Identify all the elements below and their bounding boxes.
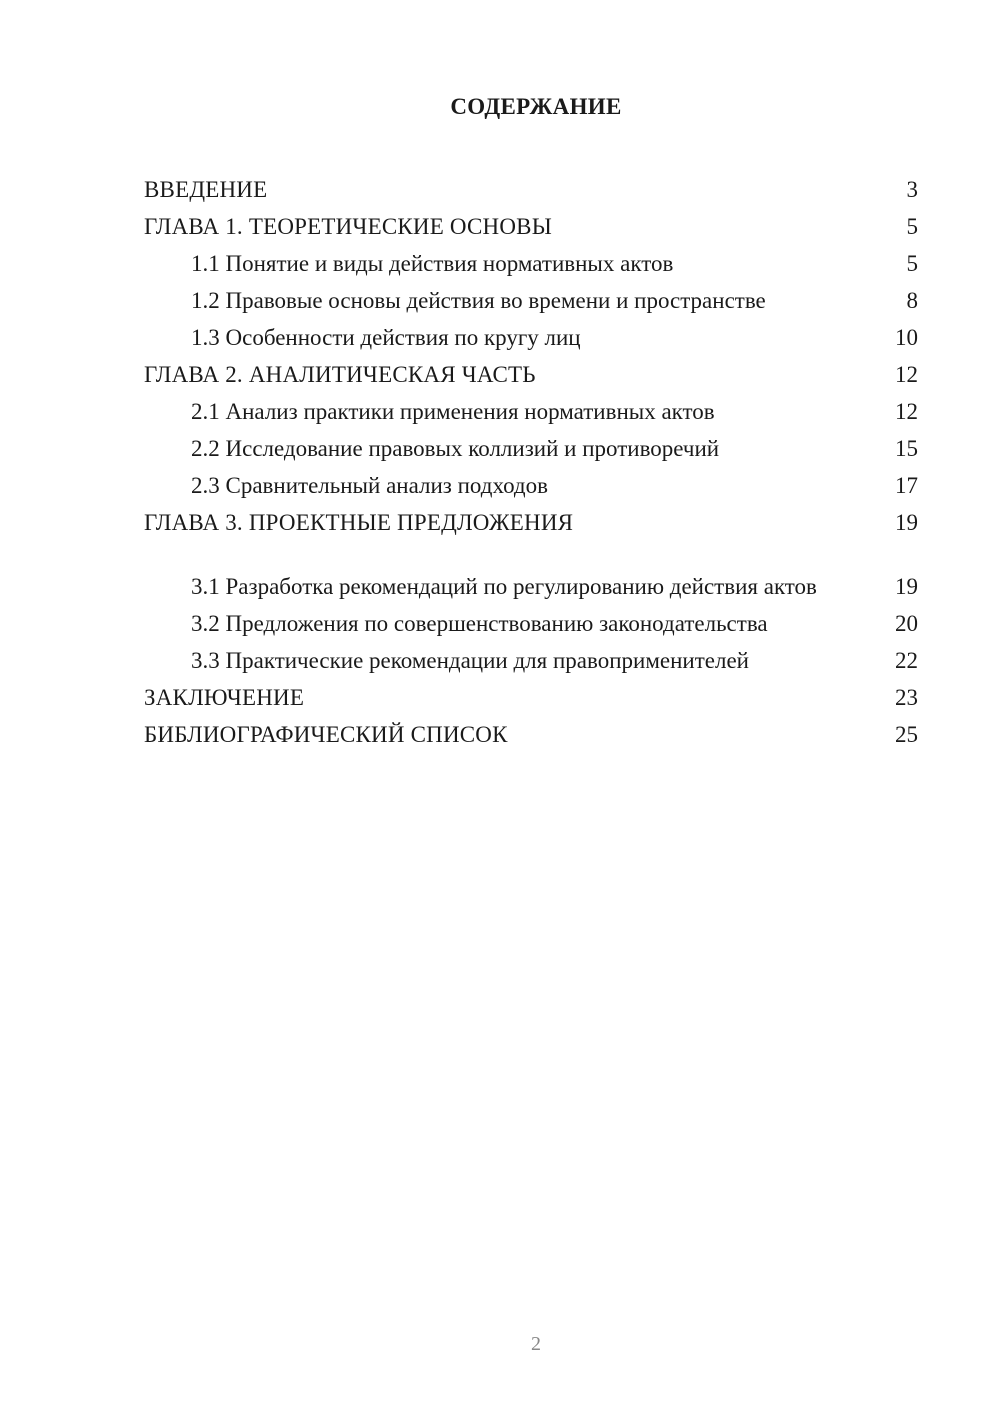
- toc-entry-page: 17: [895, 473, 918, 498]
- toc-entry-label: ГЛАВА 2. АНАЛИТИЧЕСКАЯ ЧАСТЬ: [144, 362, 536, 387]
- toc-entry-section-2-2[interactable]: [144, 429, 918, 466]
- toc-entry-page: 25: [895, 722, 918, 747]
- toc-entry-page: 20: [895, 611, 918, 636]
- toc-entry-label: БИБЛИОГРАФИЧЕСКИЙ СПИСОК: [144, 722, 508, 747]
- toc-entry-label: ГЛАВА 1. ТЕОРЕТИЧЕСКИЕ ОСНОВЫ: [144, 214, 552, 239]
- toc-entry-label: 1.3 Особенности действия по кругу лиц: [191, 325, 581, 350]
- toc-entry-section-1-1[interactable]: [144, 244, 918, 281]
- toc-entry-label: ГЛАВА 3. ПРОЕКТНЫЕ ПРЕДЛОЖЕНИЯ: [144, 510, 574, 535]
- toc-entry-label: 3.3 Практические рекомендации для правоприменителей: [191, 648, 749, 673]
- toc-entry-label: ЗАКЛЮЧЕНИЕ: [144, 685, 305, 710]
- toc-entry-section-2-3[interactable]: [144, 466, 918, 503]
- toc-entry-page: 22: [895, 648, 918, 673]
- toc-entry-label: 3.1 Разработка рекомендаций по регулированию действия актов: [191, 574, 817, 599]
- page-number: 2: [531, 1333, 541, 1355]
- toc-entry-chapter-3[interactable]: [144, 503, 918, 540]
- toc-entry-section-1-2[interactable]: [144, 281, 918, 318]
- toc-entry-conclusion[interactable]: [144, 678, 918, 715]
- toc-entry-page: 8: [906, 288, 918, 313]
- toc-entry-page: 19: [895, 510, 918, 535]
- toc-entry-chapter-1[interactable]: [144, 207, 918, 244]
- toc-entry-page: 23: [895, 685, 918, 710]
- toc-entry-page: 19: [895, 574, 918, 599]
- toc-entry-page: 5: [906, 251, 918, 276]
- toc-entry-page: 12: [895, 399, 918, 424]
- toc-entry-section-1-3[interactable]: [144, 318, 918, 355]
- toc-entry-label: 1.2 Правовые основы действия во времени и пространстве: [191, 288, 766, 313]
- toc-entry-section-3-2[interactable]: [144, 604, 918, 641]
- toc-entry-section-3-3[interactable]: [144, 641, 918, 678]
- toc-entry-bibliography[interactable]: [144, 715, 918, 752]
- toc-entry-chapter-2[interactable]: [144, 355, 918, 392]
- toc-entry-page: 5: [906, 214, 918, 239]
- toc-entry-label: 1.1 Понятие и виды действия нормативных актов: [191, 251, 674, 276]
- toc-entry-label: ВВЕДЕНИЕ: [144, 177, 268, 202]
- toc-entry-section-3-1[interactable]: [144, 540, 918, 604]
- toc-entry-label: 3.2 Предложения по совершенствованию законодательства: [191, 611, 768, 636]
- toc-entry-label: 2.1 Анализ практики применения нормативных актов: [191, 399, 715, 424]
- toc-entry-page: 12: [895, 362, 918, 387]
- page-title: СОДЕРЖАНИЕ: [450, 94, 622, 119]
- toc-entry-section-2-1[interactable]: [144, 392, 918, 429]
- toc-entry-page: 10: [895, 325, 918, 350]
- toc-entry-label: 2.2 Исследование правовых коллизий и противоречий: [191, 436, 720, 461]
- toc-entry-page: 3: [906, 177, 918, 202]
- toc-entry-label: 2.3 Сравнительный анализ подходов: [191, 473, 548, 498]
- table-of-contents: [144, 170, 918, 752]
- toc-entry-page: 15: [895, 436, 918, 461]
- toc-entry-introduction[interactable]: [144, 170, 918, 207]
